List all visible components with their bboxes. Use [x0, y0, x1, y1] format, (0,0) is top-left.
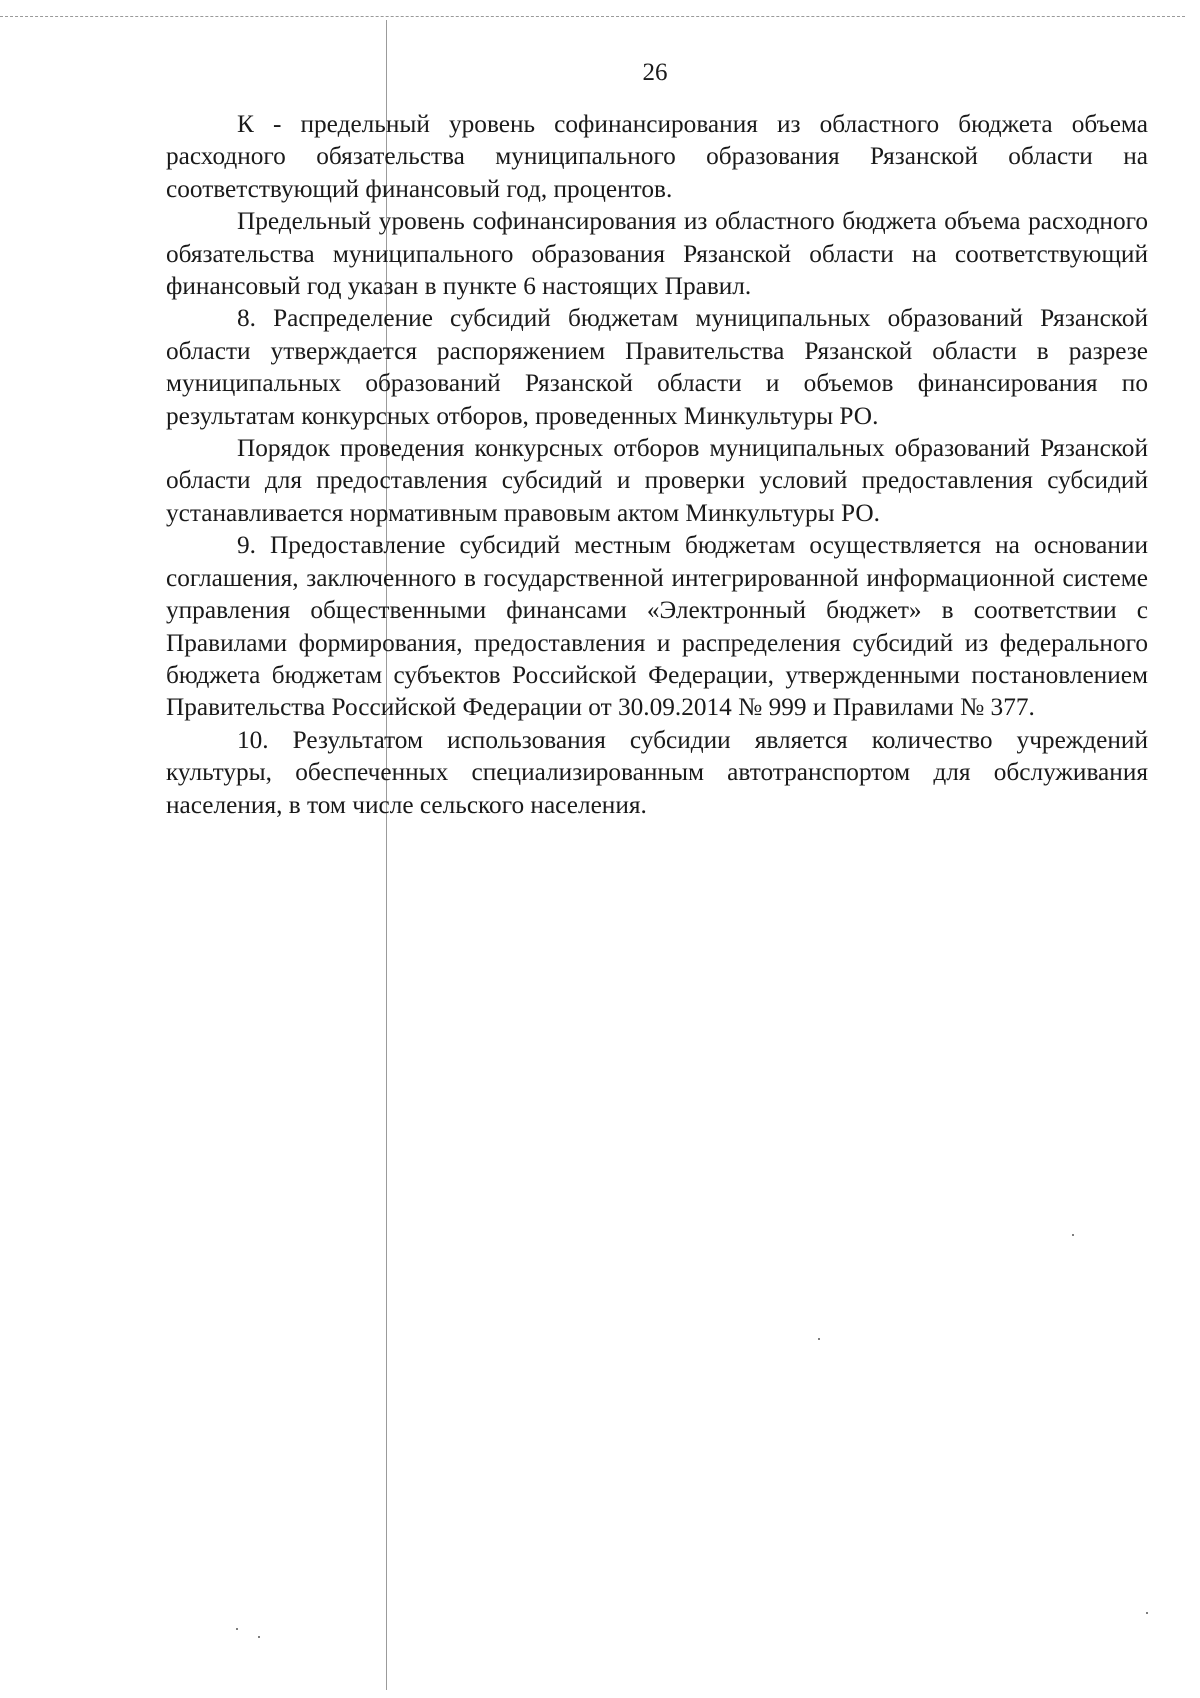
paragraph-item-8: 8. Распределение субсидий бюджетам муниципальных образований Рязанской области утверждается распоряжением Правительства Рязанской области в разрезе муниципальных образований Рязанской области и объемов финансирования по результатам конкурсных отборов, проведенных Минкультуры РО. — [166, 304, 1148, 430]
paragraph-cofinancing-level: Предельный уровень софинансирования из областного бюджета объема расходного обязательства муниципального образования Рязанской области на соответствующий финансовый год указан в пункте 6 настоящих Правил. — [166, 207, 1148, 301]
page-number: 26 — [642, 59, 668, 86]
scan-speck — [1146, 1612, 1148, 1614]
scan-speck — [258, 1636, 260, 1638]
scan-speck — [1072, 1234, 1074, 1236]
paragraph-item-9: 9. Предоставление субсидий местным бюджетам осуществляется на основании соглашения, заключенного в государственной интегрированной информационной системе управления общественными финансами «Электронный бюджет» в соответствии с Правилами формирования, предоставления и распределения субсидий из федерального бюджета бюджетам субъектов Российской Федерации, утвержденными постановлением Правительства Российской Федерации от 30.09.2014 № 999 и Правилами № 377. — [166, 531, 1148, 722]
paragraph-item-10: 10. Результатом использования субсидии является количество учреждений культуры, обеспеченных специализированным автотранспортом для обслуживания населения, в том числе сельского населения. — [166, 725, 1148, 819]
scan-speck — [236, 1628, 238, 1630]
scan-speck — [818, 1338, 820, 1340]
paragraph-k-definition: К - предельный уровень софинансирования из областного бюджета объема расходного обязательства муниципального образования Рязанской области на соответствующий финансовый год, процентов. — [166, 110, 1148, 203]
paragraph-selection-procedure: Порядок проведения конкурсных отборов муниципальных образований Рязанской области для предоставления субсидий и проверки условий предоставления субсидий устанавливается нормативным правовым актом Минкультуры РО. — [166, 434, 1148, 527]
scan-edge-line — [0, 16, 1185, 17]
document-body — [166, 108, 1148, 821]
